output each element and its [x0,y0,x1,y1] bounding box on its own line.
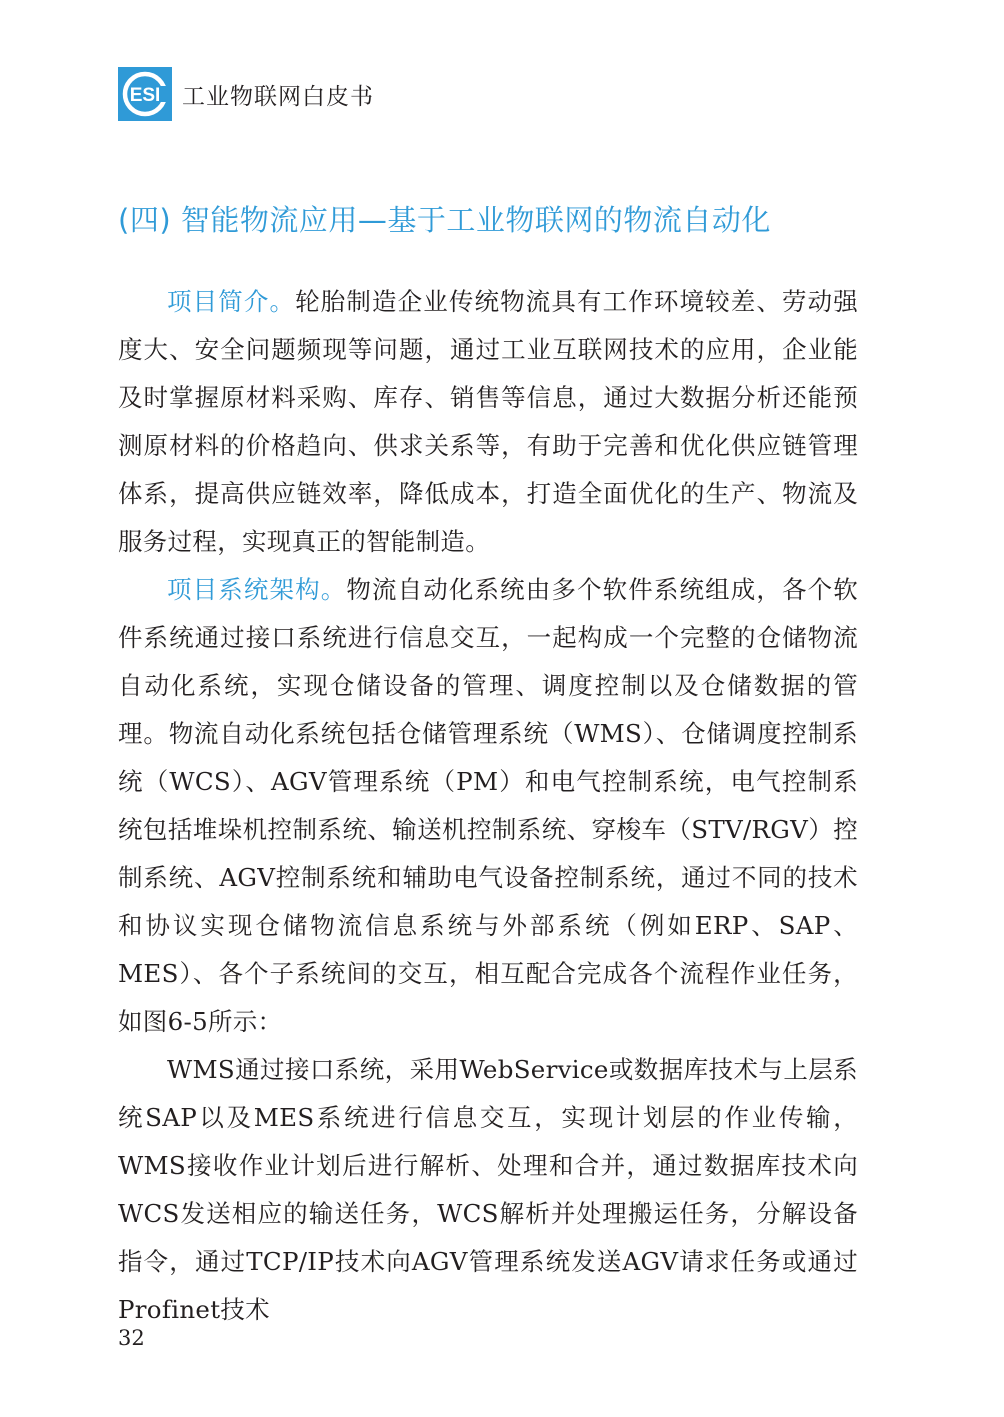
paragraph-lead: 项目简介。 [167,287,296,316]
paragraph-lead: 项目系统架构。 [167,575,347,604]
paragraph-wms [118,1046,858,1334]
paragraph-intro [118,278,858,566]
paragraph-text: WMS通过接口系统，采用WebService或数据库技术与上层系统SAP以及MES系统进行信息交互，实现计划层的作业传输，WMS接收作业计划后进行解析、处理和合并，通过数据库技术向WCS发送相应的输送任务，WCS解析并处理搬运任务，分解设备指令，通过TCP/IP技术向AGV管理系统发送AGV请求任务或通过Profinet技术 [118,1055,858,1324]
header-title: 工业物联网白皮书 [182,83,374,110]
page-header [118,66,374,122]
paragraph-text: 轮胎制造企业传统物流具有工作环境较差、劳动强度大、安全问题频现等问题，通过工业互联网技术的应用，企业能及时掌握原材料采购、库存、销售等信息，通过大数据分析还能预测原材料的价格趋向、供求关系等，有助于完善和优化供应链管理体系，提高供应链效率，降低成本，打造全面优化的生产、物流及服务过程，实现真正的智能制造。 [118,287,858,556]
esi-logo-icon [118,67,172,121]
logo-text: ESI [129,85,161,106]
paragraph-architecture [118,566,858,1046]
paragraph-text: 物流自动化系统由多个软件系统组成，各个软件系统通过接口系统进行信息交互，一起构成一个完整的仓储物流自动化系统，实现仓储设备的管理、调度控制以及仓储数据的管理。物流自动化系统包括仓储管理系统（WMS）、仓储调度控制系统（WCS）、AGV管理系统（PM）和电气控制系统，电气控制系统包括堆垛机控制系统、输送机控制系统、穿梭车（STV/RGV）控制系统、AGV控制系统和辅助电气设备控制系统，通过不同的技术和协议实现仓储物流信息系统与外部系统（例如ERP、SAP、MES）、各个子系统间的交互，相互配合完成各个流程作业任务，如图6-5所示： [118,575,858,1036]
body-text [118,278,858,1334]
section-title: (四) 智能物流应用—基于工业物联网的物流自动化 [118,203,771,237]
page-number: 32 [118,1326,145,1350]
